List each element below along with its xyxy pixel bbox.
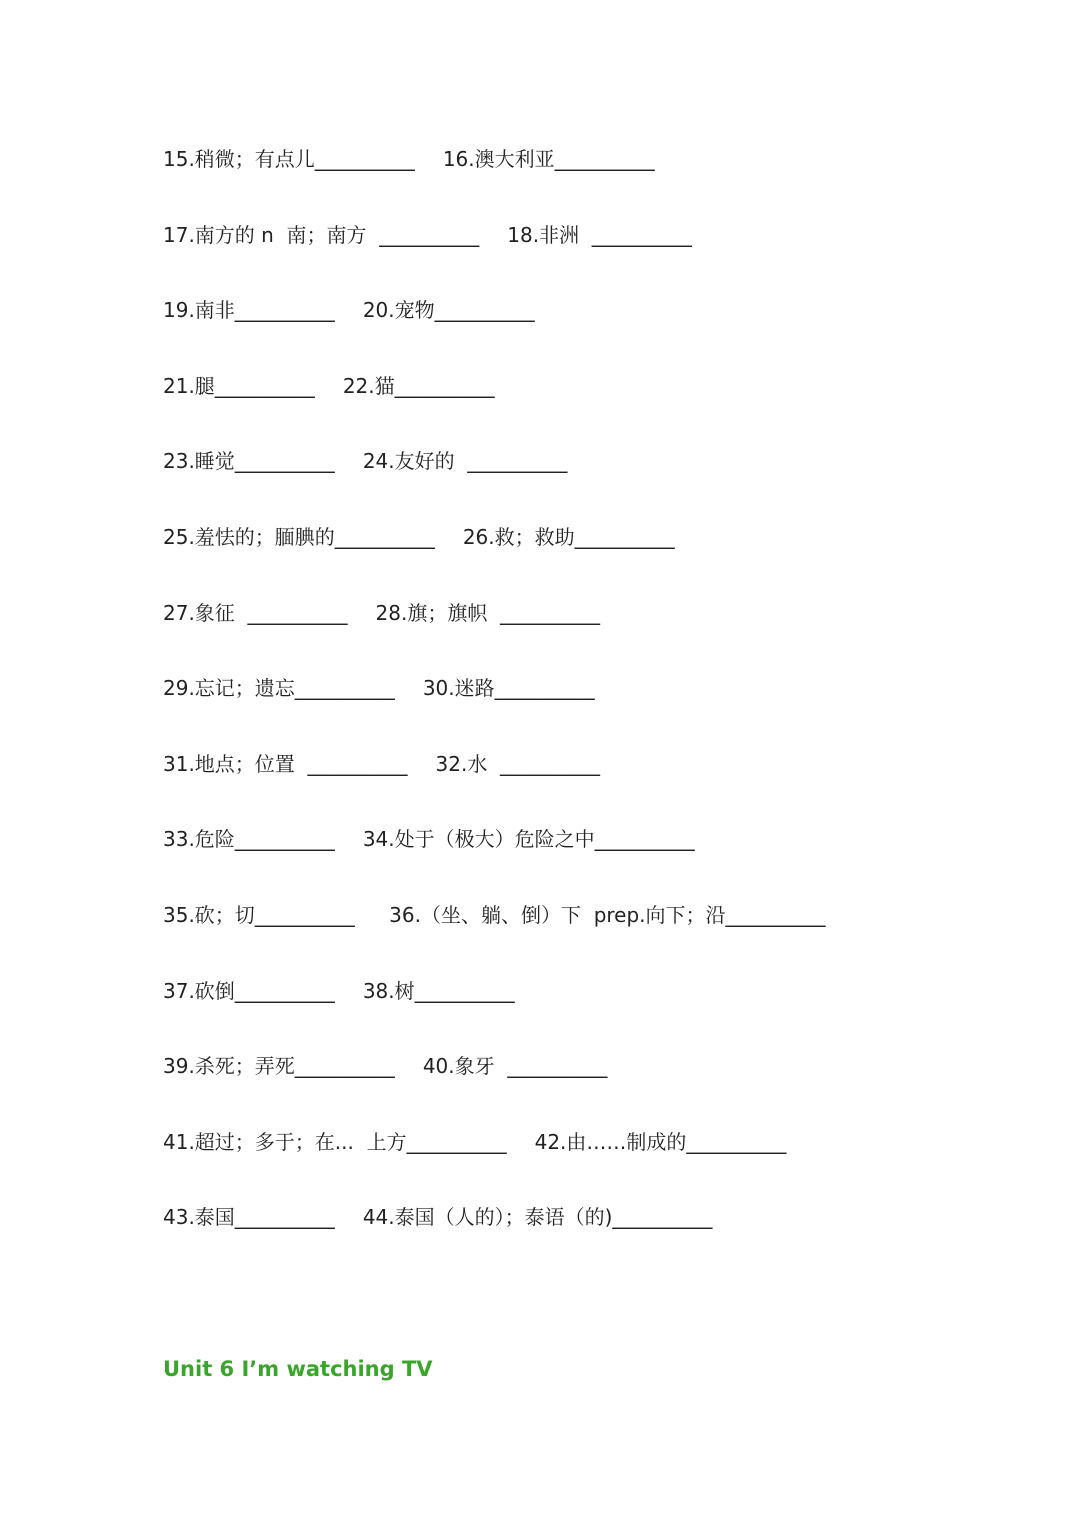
vocab-item-18: 18.非洲 __________ xyxy=(507,222,692,247)
vocab-item-16: 16.澳大利亚__________ xyxy=(442,147,655,171)
vocab-item-32: 32.水 __________ xyxy=(435,751,601,776)
vocab-item-35: 35.砍；切__________ xyxy=(163,902,355,927)
vocab-line-11 xyxy=(163,898,1043,974)
vocab-line-14 xyxy=(163,1125,1043,1201)
vocab-line-3 xyxy=(163,293,1043,369)
vocab-item-39: 39.杀死；弄死__________ xyxy=(163,1054,395,1079)
unit-heading: Unit 6 I’m watching TV xyxy=(163,1357,433,1381)
vocab-line-13 xyxy=(163,1049,1043,1125)
vocab-item-31: 31.地点；位置 __________ xyxy=(163,751,408,776)
vocab-item-42: 42.由……制成的__________ xyxy=(534,1129,787,1154)
vocab-item-19: 19.南非__________ xyxy=(163,298,335,323)
vocab-item-40: 40.象牙 __________ xyxy=(422,1054,608,1079)
vocab-item-38: 38.树__________ xyxy=(362,978,515,1003)
vocab-item-44: 44.泰国（人的）；泰语（的)__________ xyxy=(362,1205,713,1230)
vocab-line-5 xyxy=(163,444,1043,520)
vocab-item-20: 20.宠物__________ xyxy=(362,298,535,323)
vocab-item-23: 23.睡觉__________ xyxy=(163,449,335,474)
vocab-line-7 xyxy=(163,596,1043,672)
vocab-item-15: 15.稍微；有点儿__________ xyxy=(163,147,415,171)
vocab-item-34: 34.处于（极大）危险之中__________ xyxy=(362,827,695,852)
vocab-line-15 xyxy=(163,1200,1043,1276)
vocab-line-2 xyxy=(163,218,1043,294)
vocab-line-4 xyxy=(163,369,1043,445)
vocab-item-37: 37.砍倒__________ xyxy=(163,978,335,1003)
vocab-item-33: 33.危险__________ xyxy=(163,827,335,852)
vocab-item-22: 22.猫__________ xyxy=(342,373,495,398)
vocab-item-30: 30.迷路__________ xyxy=(422,676,595,701)
vocabulary-list xyxy=(163,142,1043,1276)
vocab-line-1 xyxy=(163,142,1043,218)
vocab-item-28: 28.旗；旗帜 __________ xyxy=(375,600,601,625)
vocab-line-9 xyxy=(163,747,1043,823)
vocab-line-6 xyxy=(163,520,1043,596)
vocab-item-41: 41.超过；多于；在... 上方__________ xyxy=(163,1129,507,1154)
vocab-line-8 xyxy=(163,671,1043,747)
vocab-item-17: 17.南方的 n 南；南方 __________ xyxy=(163,222,480,247)
vocab-item-24: 24.友好的 __________ xyxy=(362,449,568,474)
vocab-item-29: 29.忘记；遗忘__________ xyxy=(163,676,395,701)
vocab-item-26: 26.救；救助__________ xyxy=(462,524,675,549)
vocab-item-25: 25.羞怯的；腼腆的__________ xyxy=(163,524,435,549)
vocab-item-43: 43.泰国__________ xyxy=(163,1205,335,1230)
vocab-item-21: 21.腿__________ xyxy=(163,373,315,398)
vocab-line-10 xyxy=(163,822,1043,898)
vocab-item-36: 36.（坐、躺、倒）下 prep.向下；沿__________ xyxy=(382,902,826,927)
vocab-line-12 xyxy=(163,974,1043,1050)
vocab-item-27: 27.象征 __________ xyxy=(163,600,348,625)
